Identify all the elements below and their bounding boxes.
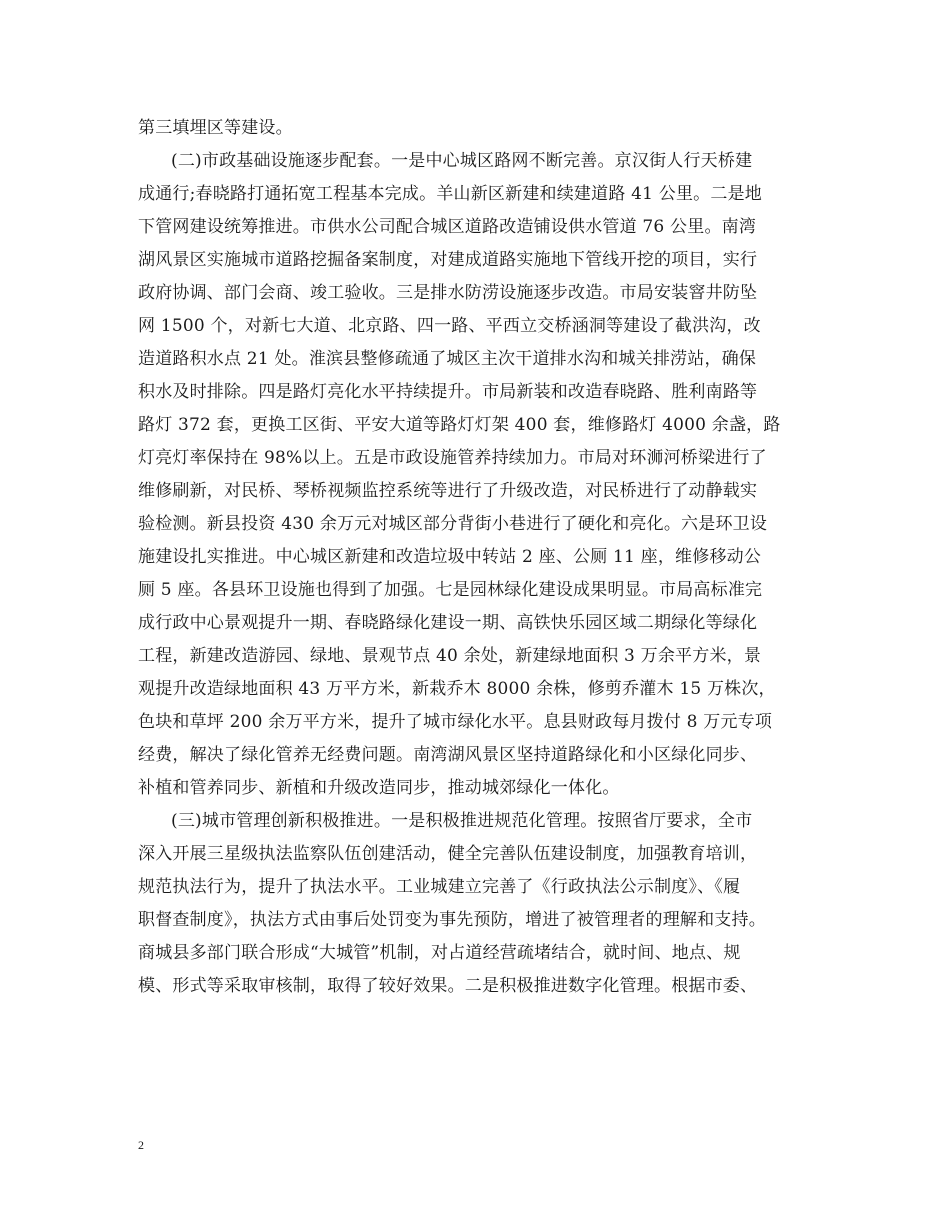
text-line: 工程，新建改造游园、绿地、景观节点 40 余处，新建绿地面积 3 万余平方米，景 <box>138 646 762 666</box>
text-line: 网 1500 个，对新七大道、北京路、四一路、平西立交桥涵洞等建设了截洪沟，改 <box>138 316 761 336</box>
text-line: 成通行;春晓路打通拓宽工程基本完成。羊山新区新建和续建道路 41 公里。二是地 <box>138 184 762 204</box>
text-line: 造道路积水点 21 处。淮滨县整修疏通了城区主次干道排水沟和城关排涝站，确保 <box>138 349 757 369</box>
text-line: 经费，解决了绿化管养无经费问题。南湾湖风景区坚持道路绿化和小区绿化同步、 <box>138 745 758 765</box>
text-line: 观提升改造绿地面积 43 万平方米，新栽乔木 8000 余株，修剪乔灌木 15 万株次， <box>138 679 776 699</box>
text-line: 维修刷新，对民桥、琴桥视频监控系统等进行了升级改造，对民桥进行了动静载实 <box>138 481 758 501</box>
text-line: 成行政中心景观提升一期、春晓路绿化建设一期、高铁快乐园区域二期绿化等绿化 <box>138 613 758 633</box>
text-line: 积水及时排除。四是路灯亮化水平持续提升。市局新装和改造春晓路、胜利南路等 <box>138 382 758 402</box>
text-line: 职督查制度》，执法方式由事后处罚变为事先预防，增进了被管理者的理解和支持。 <box>138 910 766 930</box>
text-line: 商城县多部门联合形成“大城管”机制，对占道经营疏堵结合，就时间、地点、规 <box>138 943 741 963</box>
paragraph-first-line: (二)市政基础设施逐步配套。一是中心城区路网不断完善。京汉街人行天桥建 <box>171 151 753 171</box>
text-line: 灯亮灯率保持在 98%以上。五是市政设施管养持续加力。市局对环浉河桥梁进行了 <box>138 448 767 468</box>
document-body <box>138 112 814 1003</box>
text-line: 施建设扎实推进。中心城区新建和改造垃圾中转站 2 座、公厕 11 座，维修移动公 <box>138 547 762 567</box>
text-line: 湖风景区实施城市道路挖掘备案制度，对建成道路实施地下管线开挖的项目，实行 <box>138 250 758 270</box>
text-line: 厕 5 座。各县环卫设施也得到了加强。七是园林绿化建设成果明显。市局高标准完 <box>138 580 763 600</box>
text-line: 深入开展三星级执法监察队伍创建活动，健全完善队伍建设制度，加强教育培训， <box>138 844 758 864</box>
text-line: 色块和草坪 200 余万平方米，提升了城市绿化水平。息县财政每月拨付 8 万元专项 <box>138 712 773 732</box>
text-line: 规范执法行为，提升了执法水平。工业城建立完善了《行政执法公示制度》、《履 <box>138 877 741 897</box>
text-line: 第三填埋区等建设。 <box>138 118 293 138</box>
text-line: 下管网建设统筹推进。市供水公司配合城区道路改造铺设供水管道 76 公里。南湾 <box>138 217 757 237</box>
text-line: 验检测。新县投资 430 余万元对城区部分背街小巷进行了硬化和亮化。六是环卫设 <box>138 514 768 534</box>
page-number: 2 <box>138 1138 144 1152</box>
text-line: 补植和管养同步、新植和升级改造同步，推动城郊绿化一体化。 <box>138 778 620 798</box>
text-line: 政府协调、部门会商、竣工验收。三是排水防涝设施逐步改造。市局安装窨井防坠 <box>138 283 758 303</box>
paragraph-first-line: (三)城市管理创新积极推进。一是积极推进规范化管理。按照省厅要求，全市 <box>171 811 753 831</box>
text-line: 路灯 372 套，更换工区街、平安大道等路灯灯架 400 套，维修路灯 4000 余盏，路 <box>138 415 781 435</box>
text-line: 模、形式等采取审核制，取得了较好效果。二是积极推进数字化管理。根据市委、 <box>138 976 758 996</box>
